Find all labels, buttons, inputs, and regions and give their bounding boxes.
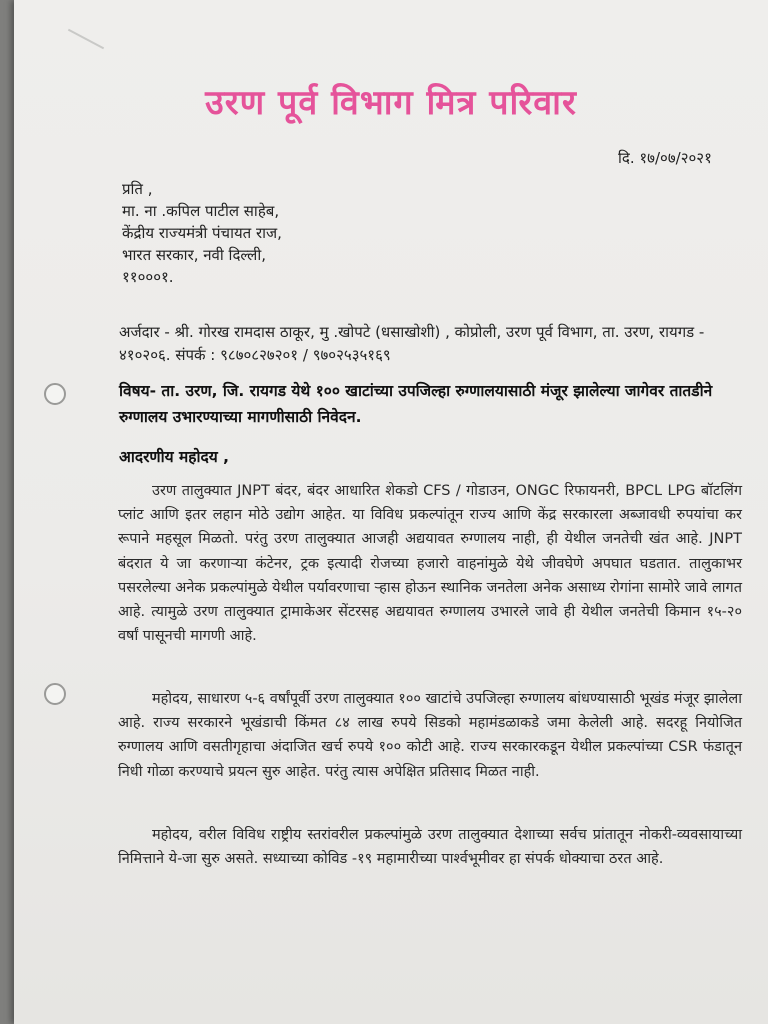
recipient-line: प्रति , xyxy=(122,180,153,198)
recipient-line: केंद्रीय राज्यमंत्री पंचायत राज, xyxy=(122,224,282,242)
body-paragraph: उरण तालुक्यात JNPT बंदर, बंदर आधारित शेकडो CFS / गोडाउन, ONGC रिफायनरी, BPCL LPG बॉटलिंग प्लांट आणि इतर लहान मोठे उद्योग आहेत. या विविध प्रकल्पांतून राज्य आणि केंद्र सरकारला अब्जावधी रुपयांचा कर रूपाने महसूल मिळतो. परंतु उरण तालुक्यात आजही अद्ययावत रुग्णालय नाही, ही येथील जनतेची खंत आहे. JNPT बंदरात ये जा करणाऱ्या कंटेनर, ट्रक इत्यादी रोजच्या हजारो वाहनांमुळे येथे जीवघेणे अपघात घडतात. तालुकाभर पसरलेल्या अनेक प्रकल्पांमुळे येथील पर्यावरणाचा ऱ्हास होऊन स्थानिक जनतेला अनेक असाध्य रोगांना सामोरे जावे लागत आहे. त्यामुळे उरण तालुक्यात ट्रामाकेअर सेंटरसह अद्ययावत रुग्णालय उभारले जावे ही येथील जनतेची किमान १५-२० वर्षां पासूनची मागणी आहे. xyxy=(118,483,742,645)
body-paragraph: महोदय, वरील विविध राष्ट्रीय स्तरांवरील प्रकल्पांमुळे उरण तालुक्यात देशाच्या सर्वच प्रांतातून नोकरी-व्यवसायाच्या निमित्ताने ये-जा सुरु असते. सध्याच्या कोविड -१९ महामारीच्या पार्श्वभूमीवर हा संपर्क धोक्याचा ठरत आहे. xyxy=(118,827,742,868)
letter-page xyxy=(14,0,768,1024)
body-paragraph: महोदय, साधारण ५-६ वर्षांपूर्वी उरण तालुक्यात १०० खाटांचे उपजिल्हा रुग्णालय बांधण्यासाठी भूखंड मंजूर झालेला आहे. राज्य सरकारने भूखंडाची किंमत ८४ लाख रुपये सिडको महामंडळाकडे जमा केलेली आहे. सदरहू नियोजित रुग्णालय आणि वसतीगृहाचा अंदाजित खर्च रुपये १०० कोटी आहे. राज्य सरकारकडून येथील प्रकल्पांच्या CSR फंडातून निधी गोळा करण्याचे प्रयत्न सुरु आहेत. परंतु त्यास अपेक्षित प्रतिसाद मिळत नाही. xyxy=(118,691,742,780)
applicant-details: अर्जदार - श्री. गोरख रामदास ठाकूर, मु .खोपटे (धसाखोशी) , कोप्रोली, उरण पूर्व विभाग, ता. उरण, रायगड - ४१०२०६. संपर्क : ९८७०८२७२०१ / ९७०२५३५१६९ xyxy=(119,323,705,364)
punch-hole-lower xyxy=(44,683,66,705)
recipient-line: ११०००१. xyxy=(122,268,174,286)
paper-crease xyxy=(68,29,104,50)
subject-line: विषय- ता. उरण, जि. रायगड येथे १०० खाटांच्या उपजिल्हा रुग्णालयासाठी मंजूर झालेल्या जागेवर तातडीने रुग्णालय उभारण्याच्या मागणीसाठी निवेदन. xyxy=(119,382,713,426)
letter-date: दि. १७/०७/२०२१ xyxy=(618,149,712,167)
recipient-address xyxy=(122,178,282,288)
punch-hole-upper xyxy=(44,383,66,405)
recipient-line: भारत सरकार, नवी दिल्ली, xyxy=(122,246,266,264)
letterhead-title: उरण पूर्व विभाग मित्र परिवार xyxy=(205,83,577,123)
recipient-line: मा. ना .कपिल पाटील साहेब, xyxy=(122,202,280,220)
salutation: आदरणीय महोदय , xyxy=(119,448,230,466)
